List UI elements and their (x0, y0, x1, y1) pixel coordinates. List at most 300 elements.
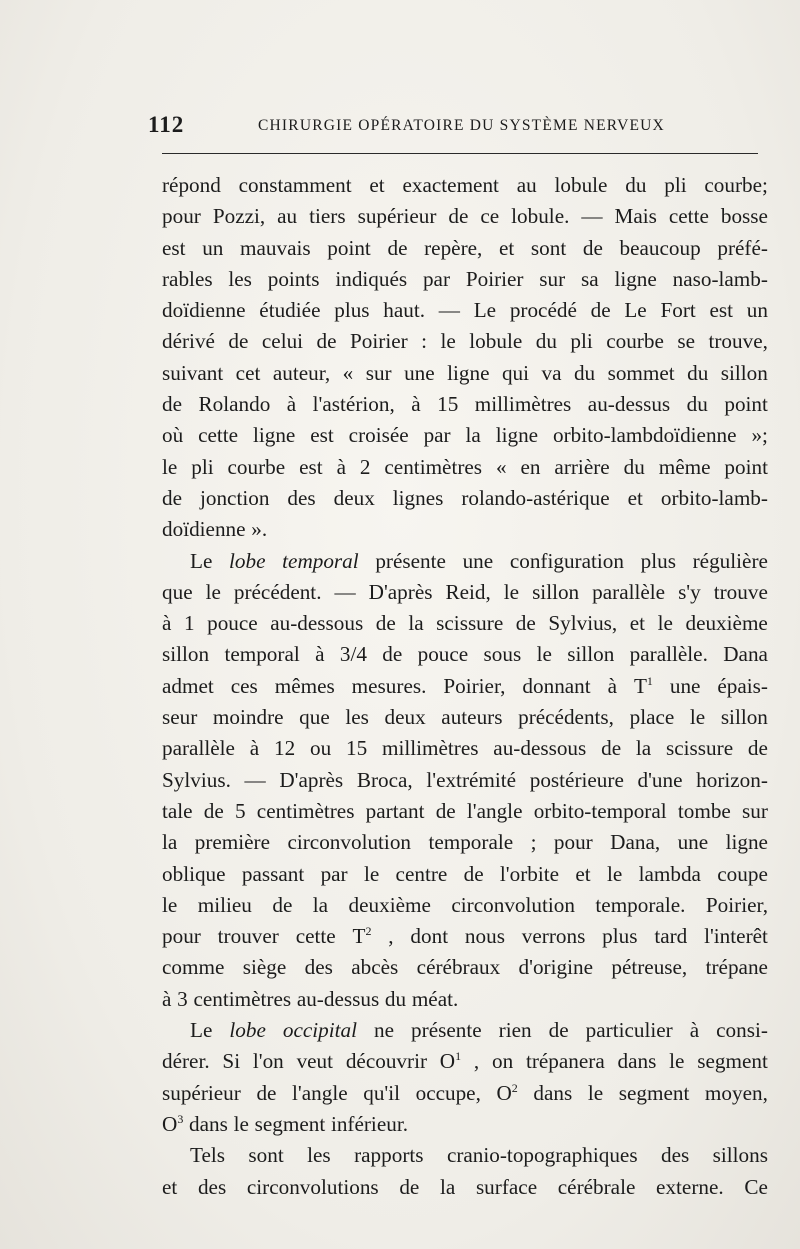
text-word: au-dessus (587, 392, 671, 417)
text-word: parallèle (162, 736, 235, 761)
text-word: sont (248, 1143, 284, 1168)
text-word: régulière (692, 548, 768, 573)
text-word: mêmes (274, 673, 335, 698)
text-word: à (336, 454, 346, 479)
text-word: — (438, 298, 460, 323)
text-word: celui (261, 329, 304, 354)
text-word: rables (162, 266, 213, 291)
text-word: pli (191, 454, 214, 479)
text-word: d'une (637, 767, 683, 792)
text-word: de (463, 861, 484, 886)
text-word: de (228, 329, 249, 354)
text-word: et (629, 611, 646, 636)
text-word: externe. (656, 1174, 724, 1199)
text-line (162, 952, 768, 983)
text-word: au (516, 173, 537, 197)
text-line (162, 546, 768, 577)
text-line (162, 984, 768, 1015)
header-rule (162, 153, 758, 154)
text-line (162, 233, 768, 264)
text-word: l'angle (292, 1080, 348, 1105)
text-word: plus (640, 548, 676, 573)
text-line (162, 1109, 768, 1140)
text-word: qu'il (363, 1080, 400, 1105)
text-word: admet (162, 673, 214, 698)
text-word: naso-lamb- (672, 266, 768, 291)
text-word: ; (530, 830, 537, 855)
text-word: une (677, 830, 709, 855)
text-word: temporale (428, 830, 514, 855)
text-word: la (162, 830, 178, 855)
text-word: est (162, 235, 186, 260)
text-word: précédent. (233, 579, 322, 604)
text-word: ligne (447, 360, 490, 385)
text-word: lobule (554, 173, 608, 197)
text-line (162, 733, 768, 764)
text-word: Si (222, 1049, 241, 1074)
text-word: Fort (660, 298, 696, 323)
text-word: ce (480, 204, 500, 229)
text-word: précédents, (518, 705, 614, 730)
text-word: circonvolutions (246, 1174, 379, 1199)
text-word: pli (664, 173, 687, 197)
text-word: trouve, (708, 329, 768, 354)
text-word: centimètres (384, 454, 483, 479)
text-word: ». (251, 517, 268, 542)
text-word: étudiée (259, 298, 321, 323)
text-word: croisée (348, 423, 409, 448)
text-word: ligne (495, 423, 539, 448)
text-word: temporale. (595, 892, 686, 917)
text-word: du (686, 392, 708, 417)
text-line (162, 1140, 768, 1171)
text-word: une (669, 673, 701, 698)
text-word: Rolando (198, 392, 271, 417)
text-word: inférieur. (330, 1111, 409, 1136)
text-word: auteurs (441, 705, 503, 730)
text-word: le (536, 642, 552, 667)
text-word: cérébraux (416, 955, 501, 980)
text-word: un (202, 235, 224, 260)
text-word: Broca, (356, 767, 413, 792)
text-word: l'astérion, (312, 392, 395, 417)
text-word: par (422, 266, 451, 291)
text-word: « (495, 454, 507, 479)
text-word: et (575, 861, 591, 886)
text-word: le (162, 454, 178, 479)
text-line (162, 420, 768, 451)
text-word: Le (473, 298, 497, 323)
text-word: supérieur (162, 1080, 241, 1105)
text-word: nous (464, 924, 505, 949)
text-line (162, 1078, 768, 1109)
text-word: temporal (224, 642, 300, 667)
text-word: au-dessus (296, 986, 380, 1011)
text-word: tard (654, 924, 688, 949)
text-word: lobe (229, 1018, 266, 1043)
text-word: orbito-lambdoïdienne (552, 423, 737, 448)
text-word: deuxième (685, 611, 768, 636)
page-number: 112 (148, 112, 185, 137)
text-word: procédé (509, 298, 577, 323)
text-word: seur (162, 705, 198, 730)
text-word: de (548, 1018, 569, 1043)
text-word: Poirier (465, 266, 524, 291)
text-word: pour (553, 830, 593, 855)
text-word: sillon (567, 642, 615, 667)
text-word: du (623, 454, 645, 479)
text-word: de (203, 798, 224, 823)
text-word: occupe, (415, 1080, 481, 1105)
text-word: 1 (183, 611, 195, 636)
text-word: de (582, 235, 603, 260)
text-word: donnant (522, 673, 591, 698)
text-word: est (709, 298, 734, 323)
text-word: — (581, 204, 603, 229)
text-word: millimètres (381, 736, 479, 761)
text-word: le (503, 579, 520, 604)
text-word: pli (570, 329, 593, 354)
text-word: lobe (229, 548, 266, 573)
text-word: temporal (282, 548, 359, 573)
text-word: l'interêt (704, 924, 768, 949)
text-word: point (724, 454, 768, 479)
text-word: scissure (436, 611, 504, 636)
text-word: deuxième (348, 892, 431, 917)
text-word: les (307, 1143, 331, 1168)
text-word: $T^2$ (352, 924, 372, 949)
text-word: repère, (424, 235, 483, 260)
text-word: tale (162, 798, 193, 823)
text-word: verrons (521, 924, 586, 949)
text-word: que (299, 705, 330, 730)
text-word: du (573, 360, 596, 385)
body-text (162, 170, 768, 1203)
text-word: siège (242, 955, 287, 980)
text-word: tiers (309, 204, 346, 229)
text-word: de (272, 892, 293, 917)
text-word: du (625, 173, 647, 197)
text-word: Mais (614, 204, 657, 229)
text-word: centre (395, 861, 448, 886)
text-line (162, 859, 768, 890)
text-word: qui (501, 360, 530, 385)
text-word: et (627, 485, 643, 510)
text-line (162, 170, 768, 201)
text-word: Sylvius, (548, 611, 618, 636)
text-line (162, 921, 768, 952)
text-line (162, 1172, 768, 1203)
text-word: sous (483, 642, 522, 667)
text-word: le (669, 1049, 685, 1074)
text-word: des (197, 1174, 227, 1199)
text-word: le (689, 705, 706, 730)
text-word: pour (162, 924, 201, 949)
text-word: au-dessous (270, 611, 364, 636)
text-word: l'angle (466, 798, 523, 823)
text-word: à (249, 736, 260, 761)
text-word: $O^3$ (162, 1111, 184, 1136)
text-word: 3 (177, 986, 188, 1011)
text-word: segment (618, 1080, 690, 1105)
text-word: à (315, 642, 325, 667)
text-word: lobule. (511, 204, 570, 229)
text-word: Tels (190, 1143, 225, 1168)
text-word: que (162, 579, 193, 604)
text-word: le (205, 579, 221, 604)
text-word: Poirier, (443, 673, 506, 698)
text-word: $O^1$ (439, 1049, 462, 1074)
text-word: au (277, 204, 298, 229)
text-line (162, 389, 768, 420)
text-word: abcès (351, 955, 399, 980)
text-word: haut. (383, 298, 426, 323)
text-word: — (334, 579, 356, 604)
text-line (162, 358, 768, 389)
text-word: centimètres (193, 986, 292, 1011)
text-word: doïdienne (162, 517, 246, 542)
text-word: dérivé (162, 329, 215, 354)
text-word: le (233, 1111, 249, 1136)
text-word: épais- (717, 673, 768, 698)
text-word: Reid, (445, 579, 491, 604)
text-word: méat. (411, 986, 459, 1011)
text-word: des (660, 1143, 690, 1168)
text-word: par (320, 861, 348, 886)
text-word: dans (189, 1111, 228, 1136)
text-word: présente (375, 548, 446, 573)
text-word: supérieur (357, 204, 437, 229)
text-word: un (746, 298, 768, 323)
text-word: trouve (713, 579, 768, 604)
text-word: plus (602, 924, 638, 949)
text-word: sa (580, 266, 599, 291)
text-word: sont (530, 235, 567, 260)
text-word: moindre (212, 705, 284, 730)
text-word: parallèle. (629, 642, 708, 667)
text-word: coupe (717, 861, 768, 886)
text-word: sillons (712, 1143, 768, 1168)
text-word: sillon (532, 579, 580, 604)
text-word: de (162, 392, 182, 417)
text-word: à (286, 392, 297, 417)
text-word: va (541, 360, 562, 385)
text-line (162, 1015, 768, 1046)
text-word: pouce (417, 642, 469, 667)
text-word: constamment (238, 173, 352, 197)
text-word: à (689, 1018, 700, 1043)
text-word: bosse (720, 204, 768, 229)
text-word: centimètres (256, 798, 355, 823)
text-word: une (462, 548, 494, 573)
text-word: cette (198, 423, 239, 448)
text-word: moyen, (704, 1080, 768, 1105)
text-word: ligne (725, 830, 768, 855)
text-word: courbe; (704, 173, 768, 197)
text-word: de (435, 798, 456, 823)
text-word: le (657, 611, 673, 636)
text-word: de (448, 204, 469, 229)
text-word: circonvolution (451, 892, 575, 917)
text-word: d'origine (518, 955, 593, 980)
text-word: — (244, 767, 266, 792)
text-word: la (635, 736, 652, 761)
text-word: on (491, 1049, 514, 1074)
text-word: à (411, 392, 421, 417)
text-word: des (287, 485, 316, 510)
text-line (162, 608, 768, 639)
text-word: dans (533, 1080, 573, 1105)
text-word: parallèle (592, 579, 666, 604)
text-word: l'on (252, 1049, 284, 1074)
text-word: circonvolution (287, 830, 412, 855)
page-header (148, 112, 760, 142)
text-word: Poirier, (705, 892, 768, 917)
text-word: le (363, 861, 380, 886)
text-word: dérer. (162, 1049, 210, 1074)
text-word: « (342, 360, 354, 385)
text-word: segment (697, 1049, 768, 1074)
text-word: est (299, 454, 323, 479)
text-word: occipital (282, 1018, 358, 1043)
text-word: trépane (705, 955, 768, 980)
text-word: Dana (723, 642, 768, 667)
text-word: passant (241, 861, 305, 886)
text-word: , (473, 1049, 480, 1074)
text-word: Le (190, 548, 213, 573)
text-word: mauvais (240, 235, 311, 260)
text-word: ligne (252, 423, 296, 448)
text-word: particulier (585, 1018, 673, 1043)
text-word: répond (162, 173, 221, 197)
text-word: se (677, 329, 695, 354)
text-word: D'après (368, 579, 433, 604)
text-word: veut (296, 1049, 334, 1074)
text-word: où (162, 423, 184, 448)
text-word: les (345, 705, 369, 730)
text-word: exactement (402, 173, 499, 197)
text-word: courbe (606, 329, 664, 354)
text-word: ne (374, 1018, 395, 1043)
text-line (162, 1046, 768, 1077)
text-word: point (724, 392, 768, 417)
text-word: de (399, 1174, 420, 1199)
text-word: le (587, 1080, 604, 1105)
text-word: 2 (359, 454, 371, 479)
text-word: courbe (227, 454, 286, 479)
text-word: du (384, 986, 407, 1011)
text-word: la (408, 611, 424, 636)
text-word: jonction (199, 485, 270, 510)
text-word: tombe (677, 798, 731, 823)
text-word: et (369, 173, 385, 197)
text-word: cet (235, 360, 261, 385)
text-word: orbito-temporal (533, 798, 667, 823)
text-word: beaucoup (619, 235, 701, 260)
text-word: du (687, 360, 709, 385)
text-word: de (316, 329, 337, 354)
text-word: de (162, 485, 182, 510)
text-word: présente (411, 1018, 482, 1043)
text-word: suivant (162, 360, 224, 385)
text-line (162, 702, 768, 733)
text-word: scissure (666, 736, 734, 761)
text-word: deux (333, 485, 375, 510)
text-word: , (388, 924, 394, 949)
text-word: pétreuse, (611, 955, 688, 980)
text-word: à (162, 611, 172, 636)
text-word: rolando-astérique (461, 485, 610, 510)
text-word: D'après (279, 767, 344, 792)
text-word: configuration (509, 548, 624, 573)
text-word: le (606, 861, 623, 886)
text-word: par (423, 423, 451, 448)
text-line (162, 890, 768, 921)
text-word: sommet (607, 360, 675, 385)
text-word: lignes (392, 485, 444, 510)
text-word: consi- (716, 1018, 768, 1043)
text-word: le (440, 329, 456, 354)
text-word: première (194, 830, 271, 855)
text-word: et (162, 1174, 178, 1199)
text-word: préfé- (717, 235, 768, 260)
text-word: arrière (554, 454, 610, 479)
text-word: 5 (235, 798, 246, 823)
text-word: ou (309, 736, 332, 761)
text-word: comme (162, 955, 225, 980)
text-word: indiqués (335, 266, 408, 291)
text-word: : (421, 329, 428, 354)
text-word: postérieure (529, 767, 624, 792)
text-word: une (404, 360, 435, 385)
text-line (162, 264, 768, 295)
text-word: rien (498, 1018, 532, 1043)
text-word: Pozzi, (212, 204, 266, 229)
text-line (162, 483, 768, 514)
text-word: Le (624, 298, 647, 323)
text-word: de (387, 235, 408, 260)
text-word: à (162, 986, 172, 1011)
text-word: de (382, 642, 403, 667)
text-word: segment (254, 1111, 326, 1136)
text-word: partant (365, 798, 425, 823)
text-word: dont (410, 924, 449, 949)
text-word: orbito-lamb- (660, 485, 768, 510)
text-word: sillon (720, 705, 768, 730)
text-word: points (267, 266, 320, 291)
text-word: rapports (354, 1143, 424, 1168)
text-word: de (601, 736, 622, 761)
text-word: est (310, 423, 334, 448)
text-word: pouce (207, 611, 258, 636)
text-word: lambda (638, 861, 701, 886)
text-word: 15 (437, 392, 459, 417)
text-line (162, 671, 768, 702)
text-word: Poirier (350, 329, 408, 354)
text-word: et (498, 235, 515, 260)
text-word: en (520, 454, 541, 479)
text-line (162, 452, 768, 483)
text-word: sur (742, 798, 768, 823)
text-word: sur (365, 360, 392, 385)
text-word: mesures. (351, 673, 427, 698)
text-word: milieu (197, 892, 252, 917)
text-word: point (327, 235, 371, 260)
text-word: cette (295, 924, 336, 949)
text-word: »; (751, 423, 768, 448)
text-line (162, 765, 768, 796)
text-line (162, 514, 768, 545)
